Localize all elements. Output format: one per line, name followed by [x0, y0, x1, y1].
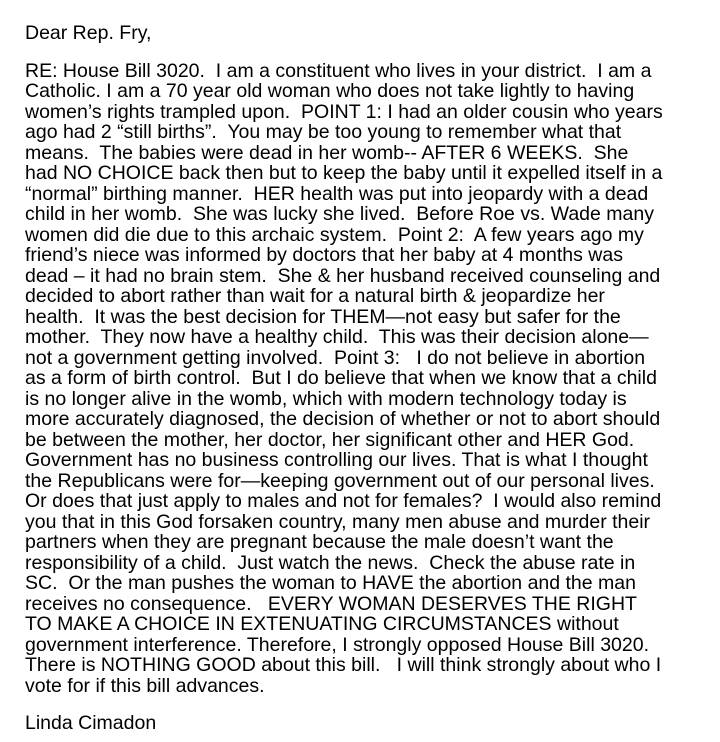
body-line: SC. Or the man pushes the woman to HAVE the abortion and the man — [25, 572, 636, 594]
body-line: responsibility of a child. Just watch the news. Check the abuse rate in — [25, 551, 636, 574]
body-line: receives no consequence. EVERY WOMAN DESERVES THE RIGHT — [25, 592, 637, 615]
signature: Linda Cimadon — [25, 712, 157, 734]
body-line: TO MAKE A CHOICE IN EXTENUATING CIRCUMSTANCES without — [25, 613, 619, 635]
salutation: Dear Rep. Fry, — [25, 22, 152, 44]
body-line: you that in this God forsaken country, many men abuse and murder their — [25, 510, 651, 533]
body-line: Or does that just apply to males and not for females? I would also remind — [25, 490, 662, 512]
body-line: RE: House Bill 3020. I am a constituent who lives in your district. I am a — [25, 59, 652, 82]
body-line: as a form of birth control. But I do believe that when we know that a child — [25, 367, 657, 389]
body-line: dead – it had no brain stem. She & her husband received counseling and — [25, 264, 661, 287]
body-line: mother. They now have a healthy child. This was their decision alone— — [25, 326, 649, 348]
body-line: Government has no business controlling our lives. That is what I thought — [25, 449, 648, 471]
body-line: not a government getting involved. Point 3: I do not believe in abortion — [25, 346, 646, 369]
body-line: “normal” birthing manner. HER health was put into jeopardy with a dead — [25, 182, 649, 205]
body-line: be between the mother, her doctor, her significant other and HER God. — [25, 428, 635, 451]
body-line: partners when they are pregnant because the male doesn’t want the — [25, 531, 614, 553]
body-line: vote for if this bill advances. — [25, 674, 265, 697]
body-line: child in her womb. She was lucky she lived. Before Roe vs. Wade many — [25, 203, 654, 225]
body-line: the Republicans were for—keeping government out of our personal lives. — [25, 469, 655, 492]
body-line: means. The babies were dead in her womb-- AFTER 6 WEEKS. She — [25, 141, 629, 164]
body-line: more accurately diagnosed, the decision of whether or not to abort should — [25, 408, 661, 430]
body-line: Catholic. I am a 70 year old woman who does not take lightly to having — [25, 80, 635, 102]
body-line: health. It was the best decision for THEM—not easy but safer for the — [25, 305, 621, 328]
body-line: government interference. Therefore, I strongly opposed House Bill 3020. — [25, 633, 649, 656]
body-line: is no longer alive in the womb, which with modern technology today is — [25, 387, 627, 410]
body-line: decided to abort rather than wait for a natural birth & jeopardize her — [25, 285, 605, 307]
body-line: ago had 2 “still births”. You may be too young to remember what that — [25, 121, 622, 143]
body-line: friend’s niece was informed by doctors that her baby at 4 months was — [25, 244, 623, 266]
body-line: There is NOTHING GOOD about this bill. I will think strongly about who I — [25, 654, 662, 676]
body-line: women’s rights trampled upon. POINT 1: I had an older cousin who years — [25, 100, 663, 123]
letter-body — [25, 61, 702, 697]
body-line: women did die due to this archaic system. Point 2: A few years ago my — [25, 223, 644, 246]
body-line: had NO CHOICE back then but to keep the baby until it expelled itself in a — [25, 162, 663, 184]
